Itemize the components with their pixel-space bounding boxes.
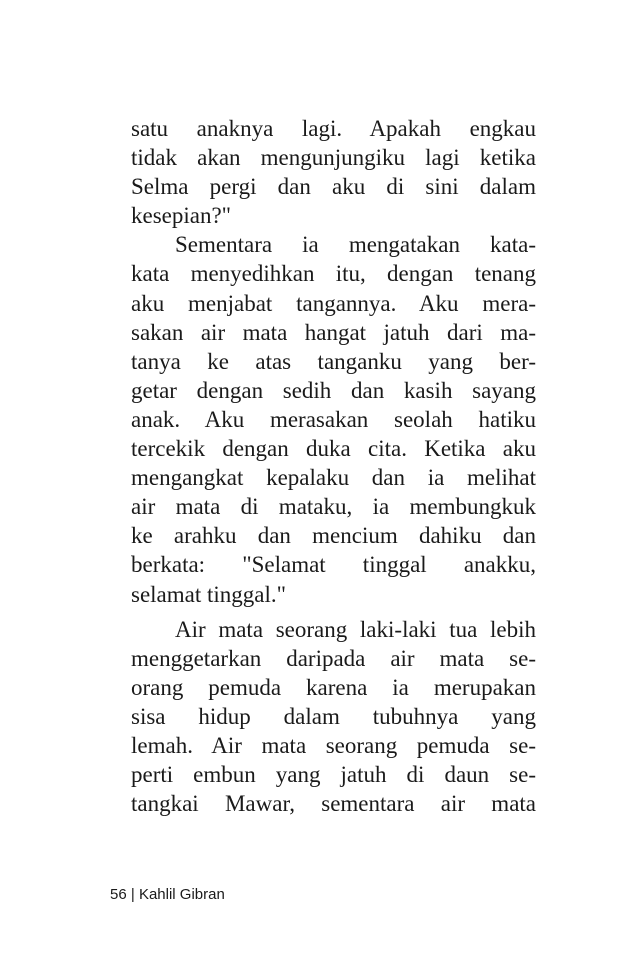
text-line: anak. Aku merasakan seolah hatiku bbox=[131, 406, 536, 432]
body-text bbox=[131, 114, 536, 818]
text-line: Air mata seorang laki-laki tua lebih bbox=[175, 616, 536, 642]
text-line: menggetarkan daripada air mata se- bbox=[131, 645, 536, 671]
text-line: sisa hidup dalam tubuhnya yang bbox=[131, 703, 536, 729]
paragraph bbox=[131, 114, 536, 230]
text-line: selamat tinggal." bbox=[131, 581, 287, 607]
text-line: Selma pergi dan aku di sini dalam bbox=[131, 174, 536, 200]
text-line: Sementara ia mengatakan kata- bbox=[175, 232, 536, 258]
text-line: aku menjabat tangannya. Aku mera- bbox=[131, 290, 536, 316]
text-line: satu anaknya lagi. Apakah engkau bbox=[131, 116, 536, 141]
page-footer bbox=[110, 886, 225, 903]
text-line: lemah. Air mata seorang pemuda se- bbox=[131, 732, 536, 758]
text-line: mengangkat kepalaku dan ia melihat bbox=[131, 465, 536, 491]
text-line: ke arahku dan mencium dahiku dan bbox=[131, 523, 536, 549]
text-line: berkata: "Selamat tinggal anakku, bbox=[131, 552, 536, 578]
text-line: tidak akan mengunjungiku lagi ketika bbox=[131, 145, 536, 171]
text-line: sakan air mata hangat jatuh dari ma- bbox=[131, 319, 536, 345]
text-line: tangkai Mawar, sementara air mata bbox=[131, 791, 536, 817]
text-line: tanya ke atas tanganku yang ber- bbox=[131, 348, 536, 374]
text-line: tercekik dengan duka cita. Ketika aku bbox=[131, 436, 536, 462]
paragraph bbox=[131, 615, 536, 819]
text-line: kesepian?" bbox=[131, 203, 232, 229]
text-line: orang pemuda karena ia merupakan bbox=[131, 674, 536, 700]
text-line: perti embun yang jatuh di daun se- bbox=[131, 762, 536, 788]
text-line: kata menyedihkan itu, dengan tenang bbox=[131, 261, 536, 287]
text-line: air mata di mataku, ia membungkuk bbox=[131, 494, 536, 520]
running-head-author: Kahlil Gibran bbox=[138, 886, 225, 903]
page-number: 56 bbox=[110, 886, 127, 903]
paragraph bbox=[131, 230, 536, 608]
footer-separator: | bbox=[130, 886, 135, 903]
text-line: getar dengan sedih dan kasih sayang bbox=[131, 377, 536, 403]
